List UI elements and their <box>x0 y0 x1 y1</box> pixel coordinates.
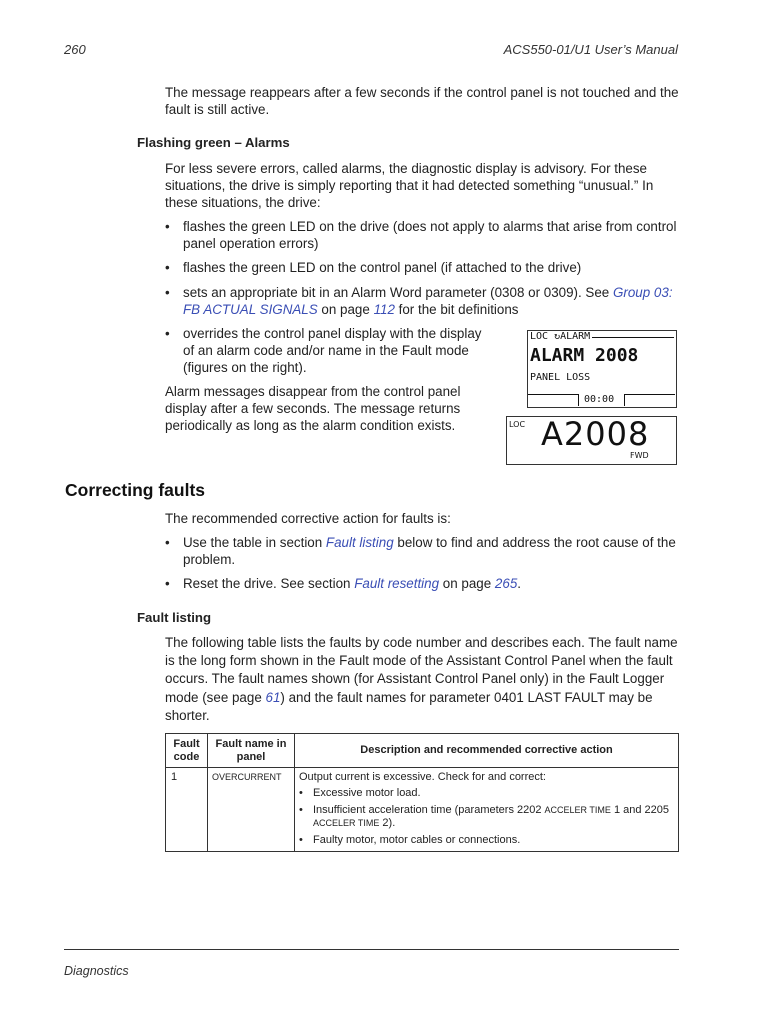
bullet-3-text-b: on page <box>317 302 374 317</box>
header-description: Description and recommended corrective action <box>295 734 679 768</box>
fault-listing-link[interactable]: Fault listing <box>325 535 394 550</box>
bullet-dot: • <box>165 576 170 591</box>
action-2-text-a: Insufficient acceleration time (parameters 2202 <box>313 803 545 816</box>
bullet-3-text-a: sets an appropriate bit in an Alarm Word parameter (0308 or 0309). See <box>183 285 613 300</box>
bullet-text <box>183 534 677 568</box>
assistant-panel-display <box>527 330 677 408</box>
basic-panel-code: A2008 <box>541 415 650 453</box>
corrective-actions-list <box>299 787 674 847</box>
fl-text-b: ) and the fault names for parameter 0401 LAST FAULT may be shorter. <box>165 689 653 723</box>
page-number: 260 <box>64 42 86 57</box>
bullet-dot: • <box>165 326 170 341</box>
alarm-bullet-1 <box>165 218 677 252</box>
basic-panel-display <box>506 416 677 465</box>
status-rule <box>592 337 674 338</box>
bullet-dot: • <box>165 219 170 234</box>
row-fault-name: OVERCURRENT <box>208 768 295 852</box>
page-265-link[interactable]: 265 <box>494 576 518 591</box>
cf-bullet-2-text-a: Reset the drive. See section <box>183 576 355 591</box>
alarm-bullet-2 <box>165 259 677 276</box>
cf-bullet-2-text-b: on page <box>439 576 495 591</box>
bullet-dot: • <box>165 285 170 300</box>
panel-softkey-left <box>528 394 579 406</box>
action-2 <box>313 804 674 831</box>
basic-panel-loc: LOC <box>509 420 526 429</box>
alarm-closing-paragraph: Alarm messages disappear from the control panel display after a few seconds. The message returns periodically as long as the alarm condition exists. <box>165 384 461 433</box>
bullet-dot: • <box>165 260 170 275</box>
cf-bullet-1-text-a: Use the table in section <box>183 535 326 550</box>
alarms-heading: Flashing green – Alarms <box>137 135 290 150</box>
bullet-text: flashes the green LED on the drive (does not apply to alarms that arise from control panel operation errors) <box>183 219 677 251</box>
bullet-dot: • <box>165 535 170 550</box>
list-item <box>299 787 674 801</box>
correcting-bullet-1 <box>165 534 677 568</box>
list-item <box>299 804 674 831</box>
bullet-text: overrides the control panel display with the display of an alarm code and/or name in the Fault mode (figures on the right). <box>183 326 482 375</box>
basic-panel-direction: FWD <box>630 451 649 460</box>
list-item <box>299 834 674 848</box>
panel-alarm-name: PANEL LOSS <box>530 372 591 383</box>
alarm-bullet-3 <box>165 284 677 318</box>
footer-rule <box>64 949 679 950</box>
page-61-link[interactable]: 61 <box>265 689 281 705</box>
cf-bullet-2-text-c: . <box>517 576 521 591</box>
fl-text-a: The following table lists the faults by code number and describes each. The fault name is the long form shown in the Fault mode of the Assistant Control Panel when the fault occurs. The fault names shown (for Assistant Control Panel only) in the Fault Logger mode (see page <box>165 635 678 705</box>
table-row <box>166 768 679 852</box>
param-acceler-time-1: ACCELER TIME <box>544 804 611 815</box>
fault-resetting-link[interactable]: Fault resetting <box>354 576 440 591</box>
bullet-dot: • <box>299 803 303 816</box>
param-acceler-time-2: ACCELER TIME <box>313 818 380 828</box>
bullet-3-text-c: for the bit definitions <box>394 302 519 317</box>
bullet-dot: • <box>299 833 303 846</box>
correcting-faults-heading: Correcting faults <box>65 480 206 500</box>
panel-time: 00:00 <box>584 394 615 405</box>
action-1: Excessive motor load. <box>313 787 421 799</box>
intro-paragraph: The message reappears after a few seconds if the control panel is not touched and the fault is still active. <box>165 85 679 117</box>
bullet-dot: • <box>299 787 303 799</box>
fault-table-header-row <box>166 734 679 768</box>
manual-title: ACS550-01/U1 User’s Manual <box>503 42 678 57</box>
panel-status-line <box>530 331 674 342</box>
fault-listing-paragraph <box>165 634 680 725</box>
page-112-link[interactable]: 112 <box>373 302 395 317</box>
panel-loc-label: LOC <box>530 331 549 342</box>
cf-bullet-1-text-b: below to find and address the root cause of the problem. <box>183 535 676 567</box>
action-3: Faulty motor, motor cables or connections. <box>313 833 521 846</box>
footer-section: Diagnostics <box>64 964 129 978</box>
rotation-icon: ↻ <box>554 331 561 342</box>
row-description-cell <box>295 768 679 852</box>
header-fault-name: Fault name in panel <box>208 734 295 768</box>
panel-mode-label: ALARM <box>560 331 591 342</box>
bullet-text <box>183 575 677 592</box>
correcting-bullet-2 <box>165 575 677 592</box>
header-fault-code: Fault code <box>166 734 208 768</box>
action-2-text-b: 1 and 2205 <box>610 803 670 816</box>
group-03-link[interactable]: Group 03: FB ACTUAL SIGNALS <box>183 285 673 317</box>
action-2-text-c: 2). <box>379 817 396 829</box>
bullet-text <box>183 284 677 318</box>
row-fault-code: 1 <box>166 768 208 852</box>
panel-alarm-code: ALARM 2008 <box>530 345 639 366</box>
alarm-bullet-4 <box>165 325 495 376</box>
fault-listing-heading: Fault listing <box>137 610 211 625</box>
alarms-paragraph: For less severe errors, called alarms, the diagnostic display is advisory. For these situations, the drive is simply reporting that it had detected something “unusual.” In these situations, the drive: <box>165 161 654 210</box>
correcting-faults-intro: The recommended corrective action for faults is: <box>165 511 451 526</box>
row-description: Output current is excessive. Check for and correct: <box>299 771 546 783</box>
fault-table <box>165 733 679 852</box>
panel-softkey-right <box>624 394 675 406</box>
bullet-text: flashes the green LED on the control panel (if attached to the drive) <box>183 260 582 275</box>
